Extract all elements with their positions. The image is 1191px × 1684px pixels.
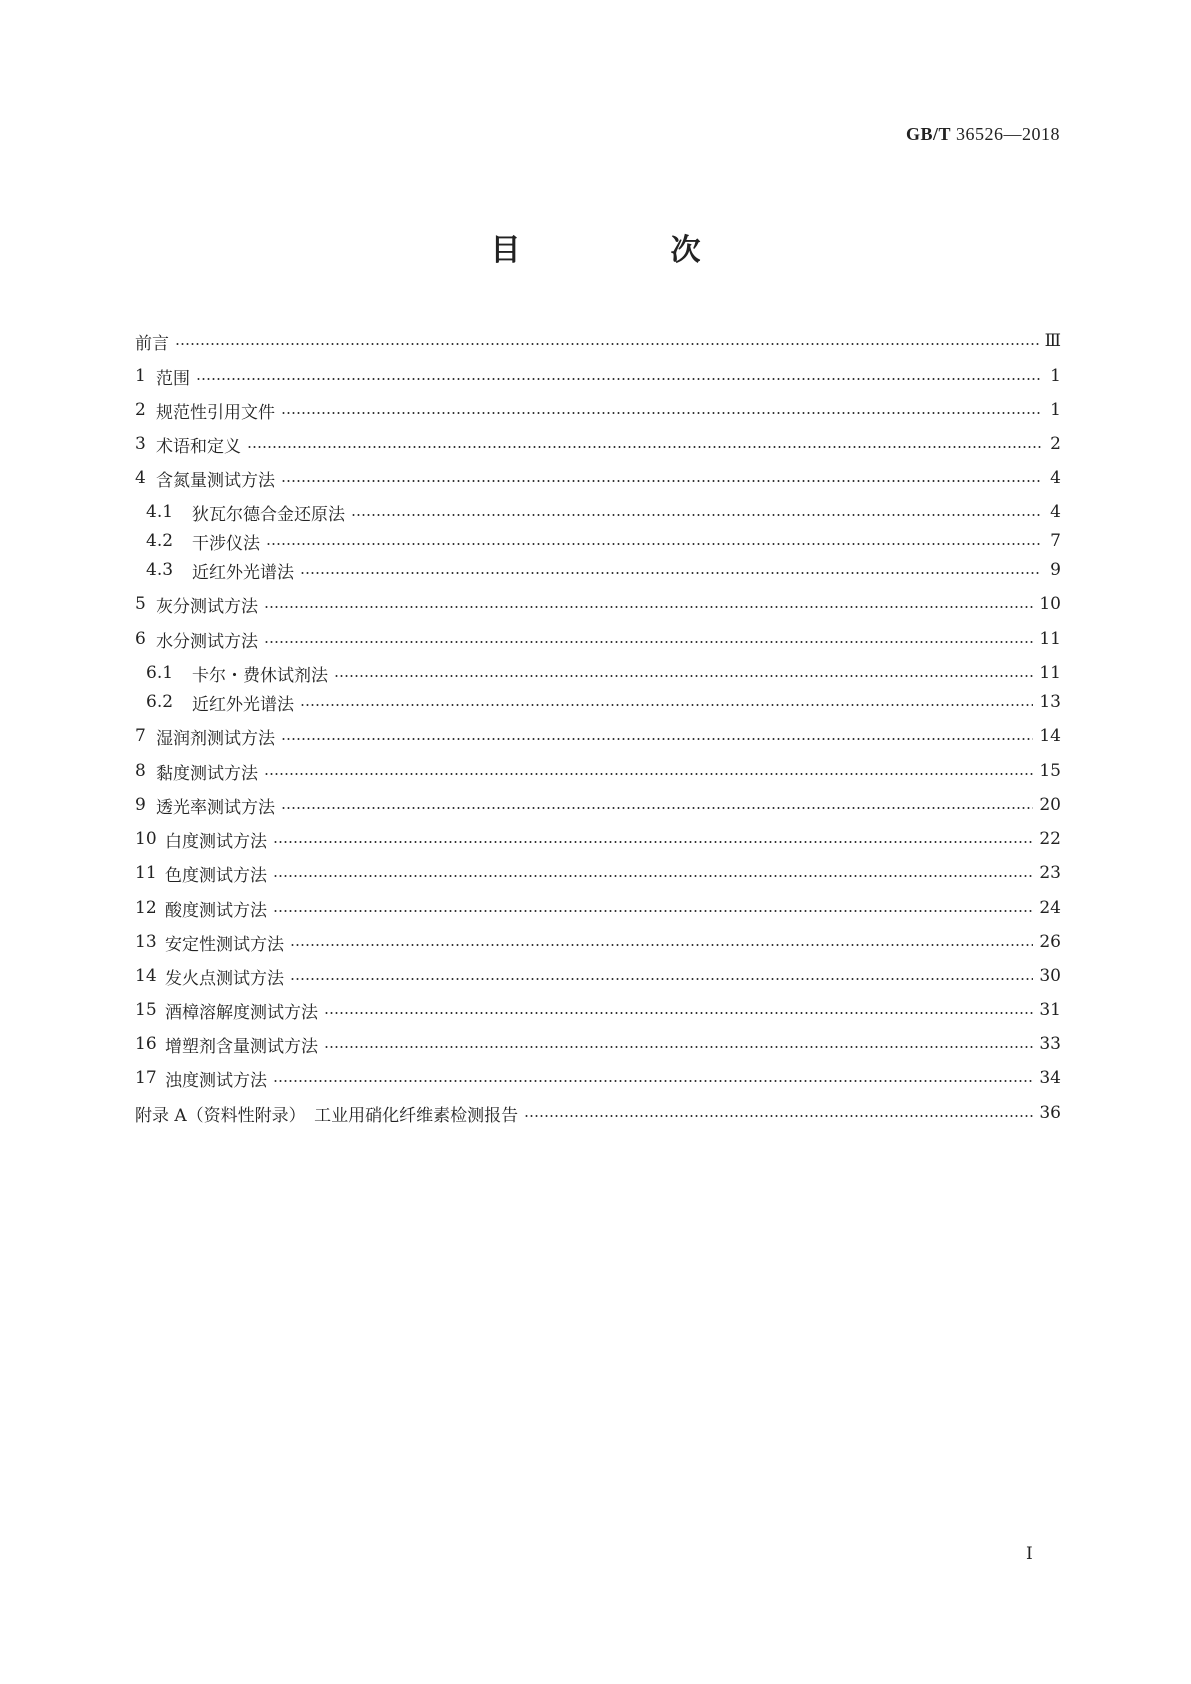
toc-entry-title: 范围 [156, 368, 190, 389]
standard-prefix: GB/T [905, 124, 951, 144]
toc-entry-title: 增塑剂含量测试方法 [165, 1036, 318, 1057]
toc-entry-title: 狄瓦尔德合金还原法 [192, 504, 345, 525]
toc-entry-title: 附录 A（资料性附录） 工业用硝化纤维素检测报告 [135, 1105, 519, 1126]
toc-entry-page: 15 [1039, 761, 1061, 781]
toc-entry-title: 湿润剂测试方法 [156, 728, 275, 749]
toc-leader-dots [247, 446, 1041, 448]
toc-leader-dots [300, 572, 1041, 574]
toc-entry-title: 卡尔・费休试剂法 [192, 665, 328, 686]
toc-entry-title: 近红外光谱法 [192, 694, 294, 715]
standard-code [906, 124, 1060, 145]
toc-entry-number: 11 [135, 863, 157, 883]
toc-entry[interactable] [135, 1031, 1061, 1057]
toc-leader-dots [273, 910, 1033, 912]
toc-leader-dots [290, 944, 1033, 946]
toc-entry-number: 4 [135, 468, 146, 488]
toc-leader-dots [281, 807, 1033, 809]
toc-entry[interactable] [135, 1100, 1061, 1126]
toc-entry[interactable] [135, 860, 1061, 886]
toc-entry-title: 透光率测试方法 [156, 797, 275, 818]
toc-leader-dots [281, 412, 1041, 414]
page-number: I [1026, 1544, 1033, 1564]
toc-entry-title: 干涉仪法 [192, 533, 260, 554]
toc-entry-number: 16 [135, 1034, 157, 1054]
toc-leader-dots [281, 738, 1033, 740]
toc-entry[interactable] [135, 758, 1061, 784]
toc-leader-dots [351, 514, 1041, 516]
toc-entry[interactable] [135, 591, 1061, 617]
toc-entry-title: 发火点测试方法 [165, 968, 284, 989]
toc-entry[interactable] [135, 895, 1061, 921]
toc-leader-dots [273, 1080, 1033, 1082]
toc-entry[interactable] [135, 1065, 1061, 1091]
toc-entry[interactable] [146, 499, 1061, 525]
toc-entry-title: 含氮量测试方法 [156, 470, 275, 491]
toc-entry-number: 4.2 [146, 531, 174, 551]
toc-entry-number: 7 [135, 726, 146, 746]
toc-leader-dots [273, 875, 1033, 877]
toc-leader-dots [524, 1115, 1033, 1117]
toc-entry-page: 10 [1039, 594, 1061, 614]
toc-entry[interactable] [135, 363, 1061, 389]
toc-entry[interactable] [146, 660, 1061, 686]
toc-entry-page: 36 [1039, 1103, 1061, 1123]
toc-entry-number: 12 [135, 898, 157, 918]
toc-entry-number: 6.1 [146, 663, 174, 683]
toc-entry-number: 13 [135, 932, 157, 952]
toc-leader-dots [175, 343, 1039, 345]
toc-entry[interactable] [146, 557, 1061, 583]
toc-entry-number: 4.1 [146, 502, 174, 522]
toc-entry-title: 白度测试方法 [165, 831, 267, 852]
toc-entry[interactable] [135, 792, 1061, 818]
toc-entry[interactable] [135, 929, 1061, 955]
toc-entry-page: 14 [1039, 726, 1061, 746]
toc-entry-page: 22 [1039, 829, 1061, 849]
toc-leader-dots [273, 841, 1033, 843]
toc-entry-number: 4.3 [146, 560, 174, 580]
toc-entry-page: 1 [1050, 366, 1061, 386]
toc-entry-title: 水分测试方法 [156, 631, 258, 652]
toc-entry-page: 7 [1050, 531, 1061, 551]
toc-entry-page: 24 [1039, 898, 1061, 918]
toc-entry-page: 33 [1039, 1034, 1061, 1054]
toc-leader-dots [196, 378, 1041, 380]
toc-entry-title: 酸度测试方法 [165, 900, 267, 921]
toc-entry-page: 34 [1039, 1068, 1061, 1088]
toc-entry[interactable] [146, 528, 1061, 554]
toc-entry-page: 1 [1050, 400, 1061, 420]
toc-leader-dots [264, 773, 1033, 775]
toc-entry-number: 17 [135, 1068, 157, 1088]
toc-entry[interactable] [146, 689, 1061, 715]
toc-entry[interactable] [135, 328, 1061, 354]
toc-entry-number: 8 [135, 761, 146, 781]
toc-entry-page: 20 [1039, 795, 1061, 815]
toc-leader-dots [264, 606, 1033, 608]
toc-entry-page: 4 [1050, 468, 1061, 488]
toc-entry-number: 5 [135, 594, 146, 614]
toc-entry-page: 26 [1039, 932, 1061, 952]
toc-entry-number: 6.2 [146, 692, 174, 712]
toc-entry-page: 30 [1039, 966, 1061, 986]
toc-entry-number: 3 [135, 434, 146, 454]
toc-leader-dots [324, 1046, 1033, 1048]
toc-entry[interactable] [135, 397, 1061, 423]
toc-entry-title: 黏度测试方法 [156, 763, 258, 784]
toc-entry-page: 23 [1039, 863, 1061, 883]
toc-entry-title: 安定性测试方法 [165, 934, 284, 955]
toc-entry-title: 近红外光谱法 [192, 562, 294, 583]
page-title: 目 次 [490, 233, 761, 268]
toc-leader-dots [334, 675, 1033, 677]
toc-entry-page: 9 [1050, 560, 1061, 580]
toc-entry-number: 6 [135, 629, 146, 649]
toc-entry-page: 31 [1039, 1000, 1061, 1020]
toc-entry-page: 13 [1039, 692, 1061, 712]
toc-entry-title: 色度测试方法 [165, 865, 267, 886]
toc-entry-title: 酒樟溶解度测试方法 [165, 1002, 318, 1023]
toc-entry[interactable] [135, 431, 1061, 457]
toc-entry[interactable] [135, 963, 1061, 989]
toc-entry-number: 15 [135, 1000, 157, 1020]
toc-leader-dots [264, 641, 1033, 643]
toc-entry[interactable] [135, 723, 1061, 749]
toc-entry[interactable] [135, 626, 1061, 652]
toc-entry-title: 浊度测试方法 [165, 1070, 267, 1091]
toc-entry-title: 规范性引用文件 [156, 402, 275, 423]
toc-entry-title: 灰分测试方法 [156, 596, 258, 617]
standard-number: 36526—2018 [956, 124, 1060, 144]
toc-leader-dots [290, 978, 1033, 980]
toc-entry-number: 14 [135, 966, 157, 986]
toc-leader-dots [300, 704, 1033, 706]
toc-entry-number: 9 [135, 795, 146, 815]
toc-entry-page: 11 [1039, 629, 1061, 649]
toc-entry-page: 4 [1050, 502, 1061, 522]
toc-entry-page: 11 [1039, 663, 1061, 683]
toc-entry-number: 1 [135, 366, 146, 386]
toc-entry[interactable] [135, 826, 1061, 852]
toc-entry-page: Ⅲ [1044, 331, 1061, 351]
toc-entry-number: 2 [135, 400, 146, 420]
toc-entry-number: 10 [135, 829, 157, 849]
toc-leader-dots [281, 480, 1041, 482]
toc-entry[interactable] [135, 465, 1061, 491]
toc-leader-dots [324, 1012, 1033, 1014]
toc-leader-dots [266, 543, 1041, 545]
toc-entry-page: 2 [1050, 434, 1061, 454]
toc-entry[interactable] [135, 997, 1061, 1023]
toc-entry-title: 术语和定义 [156, 436, 241, 457]
toc-entry-title: 前言 [135, 333, 169, 354]
